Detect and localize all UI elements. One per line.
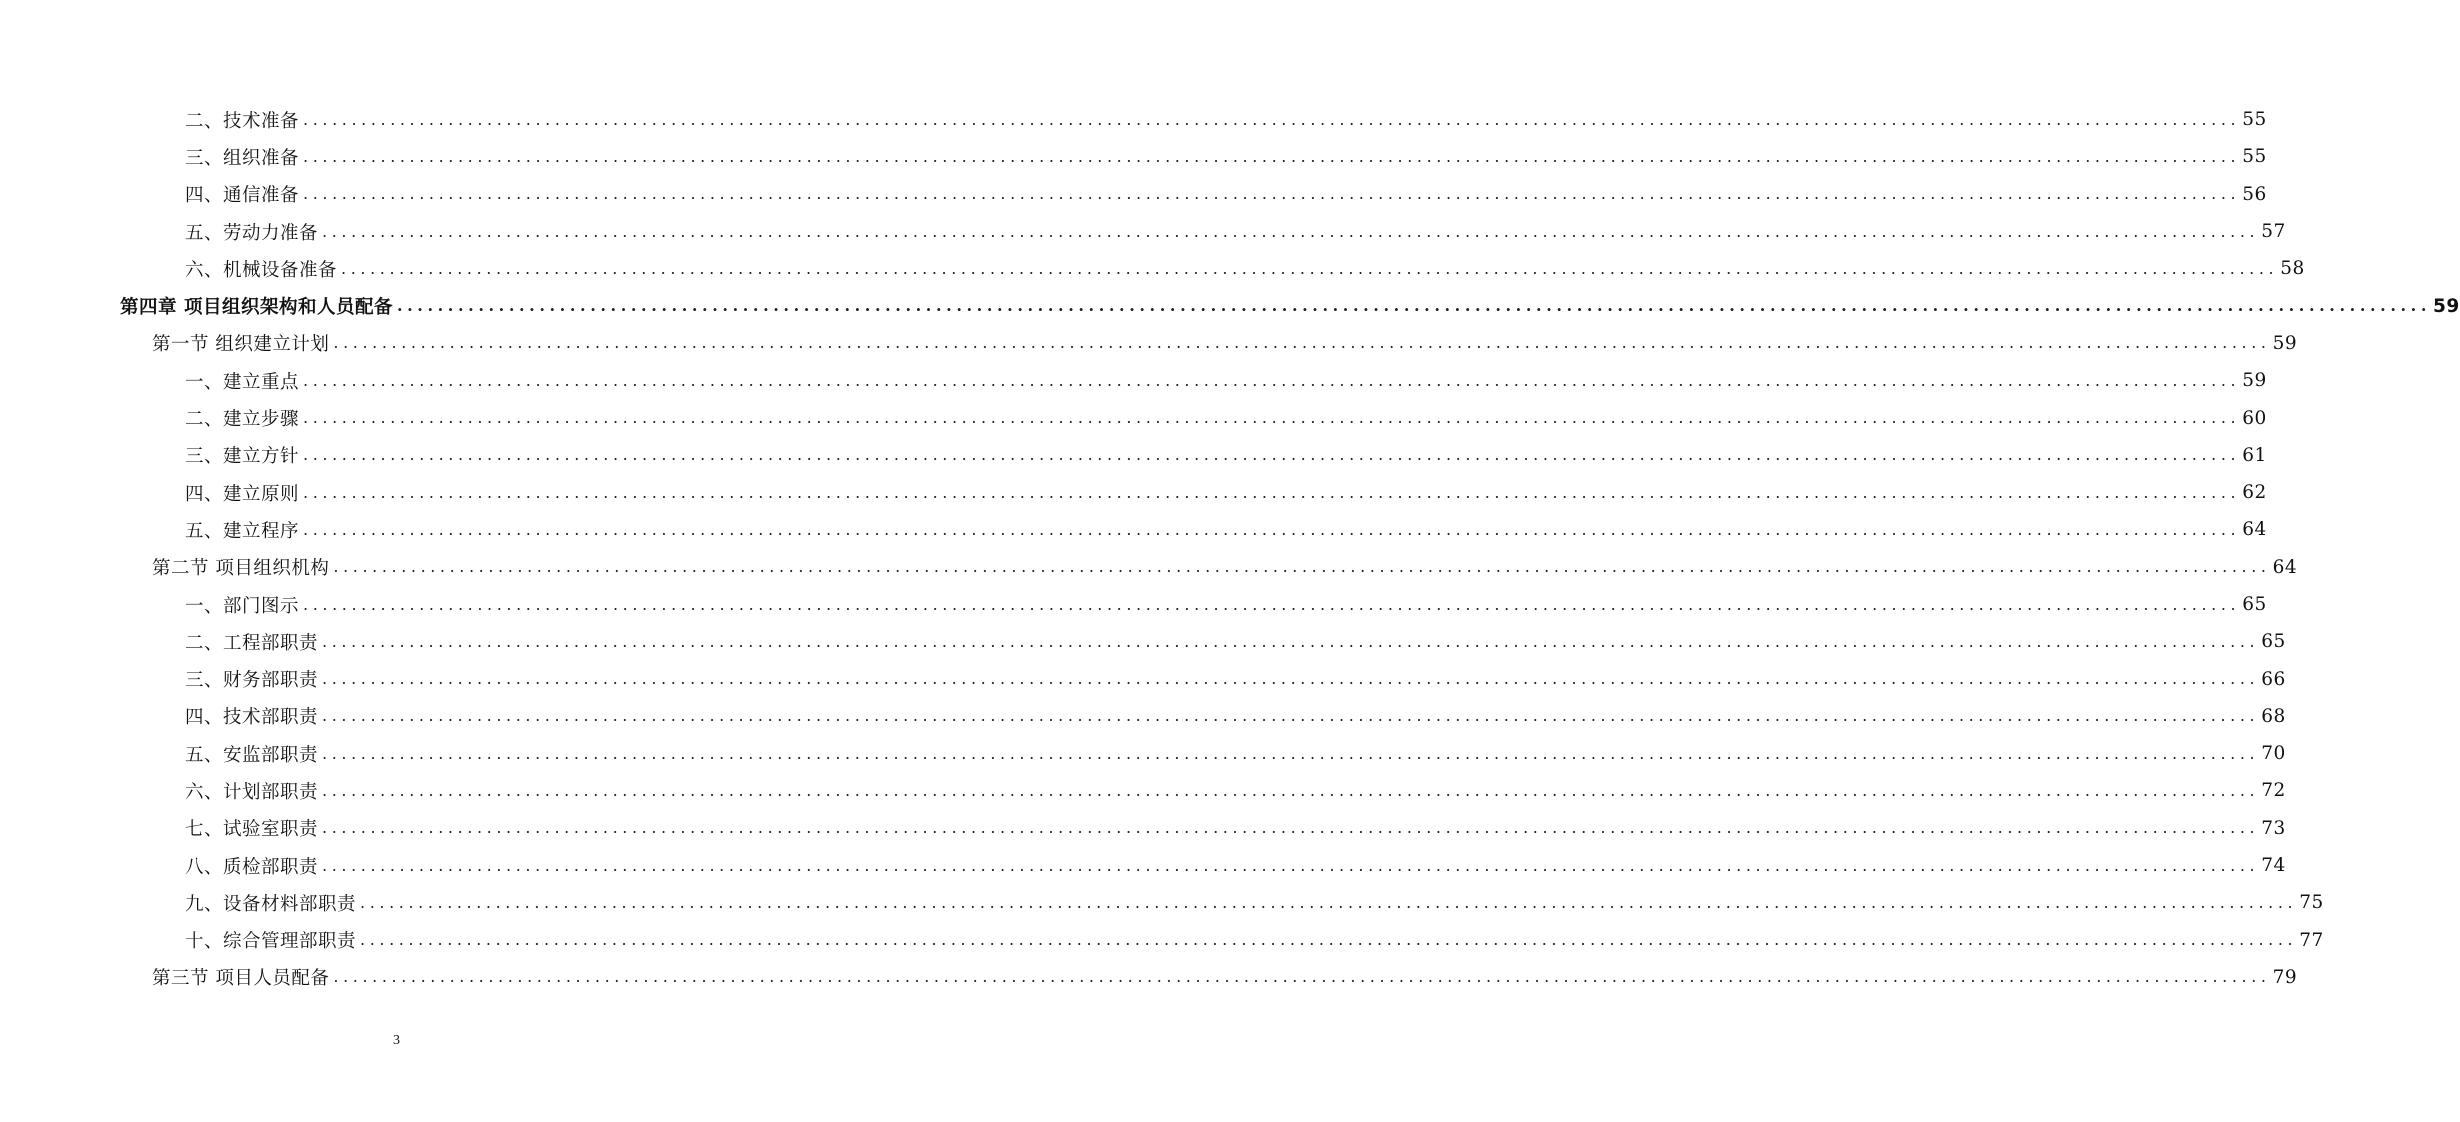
toc-dot-leader: ........................................................................................................................................................................................................ xyxy=(322,855,2260,875)
toc-entry-title: 一、建立重点 xyxy=(0,368,303,394)
toc-entry-page-number: 58 xyxy=(2280,258,2305,280)
toc-entry-title: 三、建立方针 xyxy=(0,442,303,468)
toc-entry-page-number: 79 xyxy=(2272,966,2298,988)
toc-dot-leader: ........................................................................................................................................................................................................ xyxy=(322,706,2260,726)
toc-subsection-entry[interactable] xyxy=(0,101,2267,138)
toc-entry-page-number: 66 xyxy=(2261,668,2286,690)
toc-entry-page-number: 62 xyxy=(2242,482,2267,504)
toc-entry-title: 四、技术部职责 xyxy=(0,703,322,729)
toc-entry-page-number: 77 xyxy=(2299,929,2324,951)
toc-entry-page-number: 57 xyxy=(2261,221,2286,243)
toc-dot-leader: ........................................................................................................................................................................................................ xyxy=(322,631,2260,651)
toc-dot-leader: ........................................................................................................................................................................................................ xyxy=(303,594,2241,614)
toc-subsection-entry[interactable] xyxy=(0,437,2267,474)
toc-entry-title: 五、建立程序 xyxy=(0,517,303,543)
toc-entry-title: 三、财务部职责 xyxy=(0,666,322,692)
toc-entry-page-number: 65 xyxy=(2242,594,2267,615)
toc-entry-page-number: 55 xyxy=(2242,146,2267,168)
toc-entry-title: 第二节 项目组织机构 xyxy=(0,554,333,580)
toc-entry-title: 七、试验室职责 xyxy=(0,815,322,841)
toc-dot-leader: ........................................................................................................................................................................................................ xyxy=(333,333,2271,353)
toc-subsection-entry[interactable] xyxy=(0,586,2267,623)
toc-entry-title: 十、综合管理部职责 xyxy=(0,927,360,953)
toc-entry-page-number: 59 xyxy=(2433,295,2460,317)
toc-dot-leader: ........................................................................................................................................................................................................ xyxy=(322,221,2260,241)
toc-entry-title: 八、质检部职责 xyxy=(0,853,322,879)
toc-section-entry[interactable] xyxy=(0,549,2298,586)
toc-subsection-entry[interactable] xyxy=(0,138,2267,175)
toc-section-entry[interactable] xyxy=(0,325,2298,362)
toc-entry-title: 第一节 组织建立计划 xyxy=(0,330,333,356)
toc-dot-leader: ........................................................................................................................................................................................................ xyxy=(333,967,2271,987)
toc-entry-title: 第四章 项目组织架构和人员配备 xyxy=(0,293,397,319)
toc-subsection-entry[interactable] xyxy=(0,810,2286,847)
toc-dot-leader: ........................................................................................................................................................................................................ xyxy=(396,296,2432,316)
toc-dot-leader: ........................................................................................................................................................................................................ xyxy=(303,184,2241,204)
toc-entry-page-number: 55 xyxy=(2242,109,2267,131)
toc-dot-leader: ........................................................................................................................................................................................................ xyxy=(303,370,2241,390)
toc-section-entry[interactable] xyxy=(0,959,2298,996)
toc-entry-title: 三、组织准备 xyxy=(0,144,303,170)
toc-entry-page-number: 59 xyxy=(2272,332,2298,354)
toc-entry-page-number: 73 xyxy=(2261,817,2286,839)
toc-entry-page-number: 64 xyxy=(2242,519,2267,541)
toc-entry-page-number: 64 xyxy=(2272,556,2298,578)
toc-entry-title: 六、计划部职责 xyxy=(0,778,322,804)
toc-dot-leader: ........................................................................................................................................................................................................ xyxy=(333,557,2271,577)
toc-entry-page-number: 75 xyxy=(2299,892,2324,914)
toc-entry-page-number: 60 xyxy=(2242,407,2267,429)
toc-subsection-entry[interactable] xyxy=(0,922,2324,959)
toc-dot-leader: ........................................................................................................................................................................................................ xyxy=(303,109,2241,129)
toc-subsection-entry[interactable] xyxy=(0,884,2324,921)
toc-dot-leader: ........................................................................................................................................................................................................ xyxy=(303,146,2241,166)
toc-dot-leader: ........................................................................................................................................................................................................ xyxy=(303,445,2241,465)
toc-dot-leader: ........................................................................................................................................................................................................ xyxy=(303,482,2241,502)
toc-subsection-entry[interactable] xyxy=(0,511,2267,548)
toc-dot-leader: ........................................................................................................................................................................................................ xyxy=(322,818,2260,838)
toc-entry-title: 二、技术准备 xyxy=(0,107,303,133)
toc-entry-page-number: 59 xyxy=(2242,370,2267,392)
toc-entry-title: 五、安监部职责 xyxy=(0,741,322,767)
toc-subsection-entry[interactable] xyxy=(0,660,2286,697)
toc-entry-page-number: 70 xyxy=(2261,743,2286,765)
toc-dot-leader: ........................................................................................................................................................................................................ xyxy=(322,780,2260,800)
toc-subsection-entry[interactable] xyxy=(0,399,2267,436)
toc-entry-page-number: 72 xyxy=(2261,780,2286,802)
toc-dot-leader: ........................................................................................................................................................................................................ xyxy=(303,519,2241,539)
toc-subsection-entry[interactable] xyxy=(0,698,2286,735)
toc-entry-title: 第三节 项目人员配备 xyxy=(0,964,333,990)
toc-chapter-entry[interactable] xyxy=(0,287,2460,324)
toc-entry-page-number: 68 xyxy=(2261,705,2286,727)
toc-dot-leader: ........................................................................................................................................................................................................ xyxy=(303,408,2241,428)
toc-subsection-entry[interactable] xyxy=(0,772,2286,809)
toc-entry-page-number: 65 xyxy=(2261,631,2286,653)
toc-entry-page-number: 74 xyxy=(2261,855,2286,877)
toc-dot-leader: ........................................................................................................................................................................................................ xyxy=(360,892,2298,912)
toc-dot-leader: ........................................................................................................................................................................................................ xyxy=(322,743,2260,763)
toc-entry-title: 一、部门图示 xyxy=(0,592,303,618)
toc-subsection-entry[interactable] xyxy=(0,847,2286,884)
toc-subsection-entry[interactable] xyxy=(0,474,2267,511)
toc-entry-title: 六、机械设备准备 xyxy=(0,256,341,282)
toc-dot-leader: ........................................................................................................................................................................................................ xyxy=(360,930,2298,950)
toc-entry-title: 四、通信准备 xyxy=(0,181,303,207)
toc-dot-leader: ........................................................................................................................................................................................................ xyxy=(322,669,2260,689)
table-of-contents xyxy=(0,101,2460,996)
toc-subsection-entry[interactable] xyxy=(0,176,2267,213)
toc-subsection-entry[interactable] xyxy=(0,213,2286,250)
toc-entry-page-number: 61 xyxy=(2242,444,2267,466)
toc-subsection-entry[interactable] xyxy=(0,735,2286,772)
toc-entry-title: 二、工程部职责 xyxy=(0,629,322,655)
toc-subsection-entry[interactable] xyxy=(0,623,2286,660)
toc-entry-page-number: 56 xyxy=(2242,183,2267,205)
toc-entry-title: 五、劳动力准备 xyxy=(0,219,322,245)
toc-entry-title: 四、建立原则 xyxy=(0,480,303,506)
toc-entry-title: 二、建立步骤 xyxy=(0,405,303,431)
page-number: 3 xyxy=(393,1033,400,1048)
toc-entry-title: 九、设备材料部职责 xyxy=(0,890,360,916)
toc-dot-leader: ........................................................................................................................................................................................................ xyxy=(341,258,2279,278)
toc-subsection-entry[interactable] xyxy=(0,250,2305,287)
toc-subsection-entry[interactable] xyxy=(0,362,2267,399)
